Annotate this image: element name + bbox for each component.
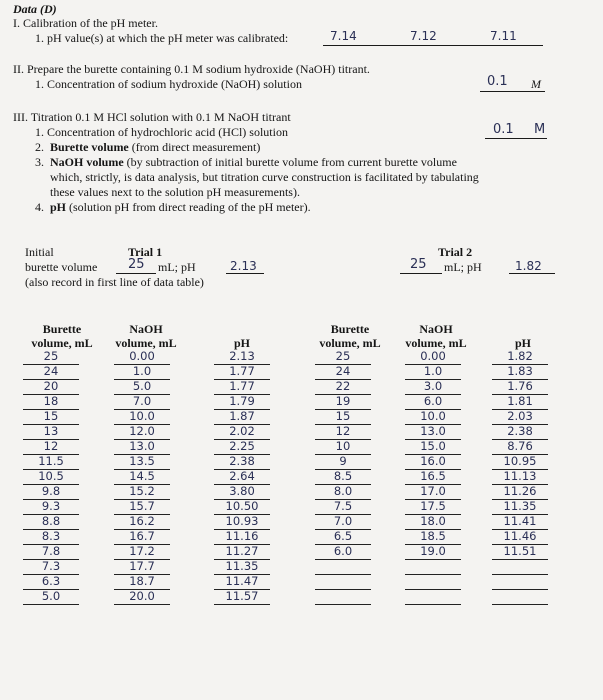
t2-naoh-cell: 1.0 [405,365,461,380]
trial-2-ml-label: mL; pH [444,260,482,274]
section-3-heading: III. Titration 0.1 M HCl solution with 0.1 M NaOH titrant [13,110,291,124]
t1-naoh-cell: 0.00 [114,350,170,365]
t2-burette-cell [315,560,371,575]
trial-1-ph-underline [226,273,264,274]
item-3-line-3: these values next to the solution pH measurements). [50,185,300,199]
t1-burette-cell: 24 [23,365,79,380]
t1-ph-cell: 2.02 [214,425,270,440]
t2-burette-cell: 9 [315,455,371,470]
t1-naoh-header: NaOH volume, mL [115,322,177,350]
t1-ph-cell: 11.57 [214,590,270,605]
t2-burette-cell: 10 [315,440,371,455]
t1-ph-cell: 2.13 [214,350,270,365]
t2-ph-cell: 11.26 [492,485,548,500]
calibration-value-2: 7.12 [410,29,437,43]
t1-naoh-cell: 18.7 [114,575,170,590]
t2-ph-cell: 1.81 [492,395,548,410]
item-4-text: pH (solution pH from direct reading of the pH meter). [50,200,311,214]
trial-1-initial-volume: 25 [128,257,145,272]
item-3-number: 3. [35,155,44,169]
hcl-concentration-label: 1. Concentration of hydrochloric acid (HCl) solution [35,125,288,139]
t2-ph-cell: 10.95 [492,455,548,470]
item-2-text: Burette volume (from direct measurement) [50,140,261,154]
t2-naoh-cell: 17.0 [405,485,461,500]
t2-burette-cell: 6.5 [315,530,371,545]
t1-ph-cell: 10.93 [214,515,270,530]
trial-1-volume-underline [116,273,156,274]
t1-ph-header: pH [233,336,250,350]
t2-ph-cell [492,590,548,605]
t2-naoh-header: NaOH volume, mL [405,322,467,350]
t1-burette-cell: 6.3 [23,575,79,590]
t2-naoh-cell: 10.0 [405,410,461,425]
t1-ph-cell: 10.50 [214,500,270,515]
t2-burette-cell [315,590,371,605]
trial-2-initial-ph: 1.82 [515,259,542,273]
t2-ph-cell: 8.76 [492,440,548,455]
trial-1-ml-label: mL; pH [158,260,196,274]
t1-ph-cell: 1.79 [214,395,270,410]
t1-naoh-cell: 10.0 [114,410,170,425]
t2-burette-cell: 6.0 [315,545,371,560]
t1-naoh-cell: 20.0 [114,590,170,605]
t2-burette-cell: 24 [315,365,371,380]
t1-naoh-cell: 13.5 [114,455,170,470]
t2-ph-cell: 1.82 [492,350,548,365]
t2-burette-cell: 7.5 [315,500,371,515]
initial-label: Initial [25,245,54,259]
t2-naoh-cell: 19.0 [405,545,461,560]
t2-burette-cell [315,575,371,590]
hcl-concentration-unit: M [534,122,546,137]
t1-burette-cell: 25 [23,350,79,365]
trial-2-initial-volume: 25 [410,257,427,272]
t1-burette-cell: 13 [23,425,79,440]
calibration-value-3: 7.11 [490,29,517,43]
t1-burette-cell: 7.3 [23,560,79,575]
t1-ph-cell: 2.25 [214,440,270,455]
t1-naoh-cell: 16.7 [114,530,170,545]
t1-burette-cell: 9.8 [23,485,79,500]
t1-ph-cell: 2.64 [214,470,270,485]
t1-burette-cell: 20 [23,380,79,395]
trial-2-volume-underline [400,273,442,274]
t2-naoh-cell: 16.5 [405,470,461,485]
t2-burette-cell: 15 [315,410,371,425]
t2-burette-cell: 8.5 [315,470,371,485]
t2-burette-cell: 19 [315,395,371,410]
t2-naoh-cell: 15.0 [405,440,461,455]
t1-burette-cell: 8.8 [23,515,79,530]
calibration-underline [323,45,543,46]
naoh-concentration-underline [480,91,545,92]
t1-naoh-cell: 15.7 [114,500,170,515]
t1-naoh-cell: 17.7 [114,560,170,575]
burette-volume-label: burette volume [25,260,98,274]
t2-ph-cell: 11.41 [492,515,548,530]
trial-2-ph-underline [509,273,555,274]
t1-ph-cell: 11.16 [214,530,270,545]
trial-1-initial-ph: 2.13 [230,259,257,273]
initial-note: (also record in first line of data table) [25,275,204,289]
hcl-concentration-underline [485,138,547,139]
t1-ph-cell: 1.77 [214,365,270,380]
t1-ph-cell: 3.80 [214,485,270,500]
t2-burette-cell: 8.0 [315,485,371,500]
t1-ph-cell: 2.38 [214,455,270,470]
item-4-number: 4. [35,200,44,214]
t1-naoh-cell: 12.0 [114,425,170,440]
t2-naoh-cell: 16.0 [405,455,461,470]
t2-naoh-cell: 0.00 [405,350,461,365]
t1-burette-cell: 15 [23,410,79,425]
t1-burette-cell: 10.5 [23,470,79,485]
t2-burette-cell: 22 [315,380,371,395]
data-title: Data (D) [13,2,57,16]
t1-burette-header: Burette volume, mL [31,322,93,350]
t2-ph-cell: 11.13 [492,470,548,485]
item-2-number: 2. [35,140,53,154]
t1-naoh-cell: 1.0 [114,365,170,380]
t1-ph-cell: 11.47 [214,575,270,590]
t1-naoh-cell: 5.0 [114,380,170,395]
section-1-heading: I. Calibration of the pH meter. [13,16,158,30]
t1-burette-cell: 8.3 [23,530,79,545]
item-3-line-2: which, strictly, is data analysis, but titration curve construction is facilitated by tabulating [50,170,479,184]
t2-burette-header: Burette volume, mL [319,322,381,350]
t2-ph-cell [492,560,548,575]
naoh-concentration-value: 0.1 [487,74,508,89]
section-2-heading: II. Prepare the burette containing 0.1 M sodium hydroxide (NaOH) titrant. [13,62,370,76]
t2-ph-cell: 2.38 [492,425,548,440]
t1-burette-cell: 9.3 [23,500,79,515]
t1-ph-cell: 11.27 [214,545,270,560]
naoh-concentration-unit: M [531,77,541,91]
t1-naoh-cell: 14.5 [114,470,170,485]
t1-ph-cell: 1.77 [214,380,270,395]
t2-naoh-cell [405,575,461,590]
t1-naoh-cell: 16.2 [114,515,170,530]
t2-naoh-cell: 6.0 [405,395,461,410]
calibration-value-1: 7.14 [330,29,357,43]
trial-2-title: Trial 2 [438,245,473,259]
t2-naoh-cell [405,590,461,605]
section-1-item: 1. pH value(s) at which the pH meter was calibrated: [35,31,289,45]
t2-naoh-cell: 18.0 [405,515,461,530]
t2-ph-cell: 11.51 [492,545,548,560]
hcl-concentration-value: 0.1 [493,122,514,137]
section-2-item: 1. Concentration of sodium hydroxide (NaOH) solution [35,77,302,91]
t1-burette-cell: 7.8 [23,545,79,560]
t1-burette-cell: 11.5 [23,455,79,470]
t2-naoh-cell: 13.0 [405,425,461,440]
t2-ph-cell: 11.46 [492,530,548,545]
t2-naoh-cell: 17.5 [405,500,461,515]
t2-burette-cell: 12 [315,425,371,440]
t2-ph-cell: 11.35 [492,500,548,515]
t1-burette-cell: 5.0 [23,590,79,605]
t2-naoh-cell: 18.5 [405,530,461,545]
t2-ph-cell [492,575,548,590]
t1-burette-cell: 12 [23,440,79,455]
t1-naoh-cell: 17.2 [114,545,170,560]
t2-ph-cell: 2.03 [492,410,548,425]
t2-naoh-cell: 3.0 [405,380,461,395]
t1-naoh-cell: 15.2 [114,485,170,500]
t2-ph-header: pH [514,336,531,350]
t1-naoh-cell: 7.0 [114,395,170,410]
t2-ph-cell: 1.83 [492,365,548,380]
t1-ph-cell: 11.35 [214,560,270,575]
trial-1-title: Trial 1 [128,245,163,259]
t1-naoh-cell: 13.0 [114,440,170,455]
item-3-text: NaOH volume (by subtraction of initial burette volume from current burette volume [50,155,457,169]
t2-ph-cell: 1.76 [492,380,548,395]
t2-naoh-cell [405,560,461,575]
t1-burette-cell: 18 [23,395,79,410]
t2-burette-cell: 7.0 [315,515,371,530]
t2-burette-cell: 25 [315,350,371,365]
t1-ph-cell: 1.87 [214,410,270,425]
